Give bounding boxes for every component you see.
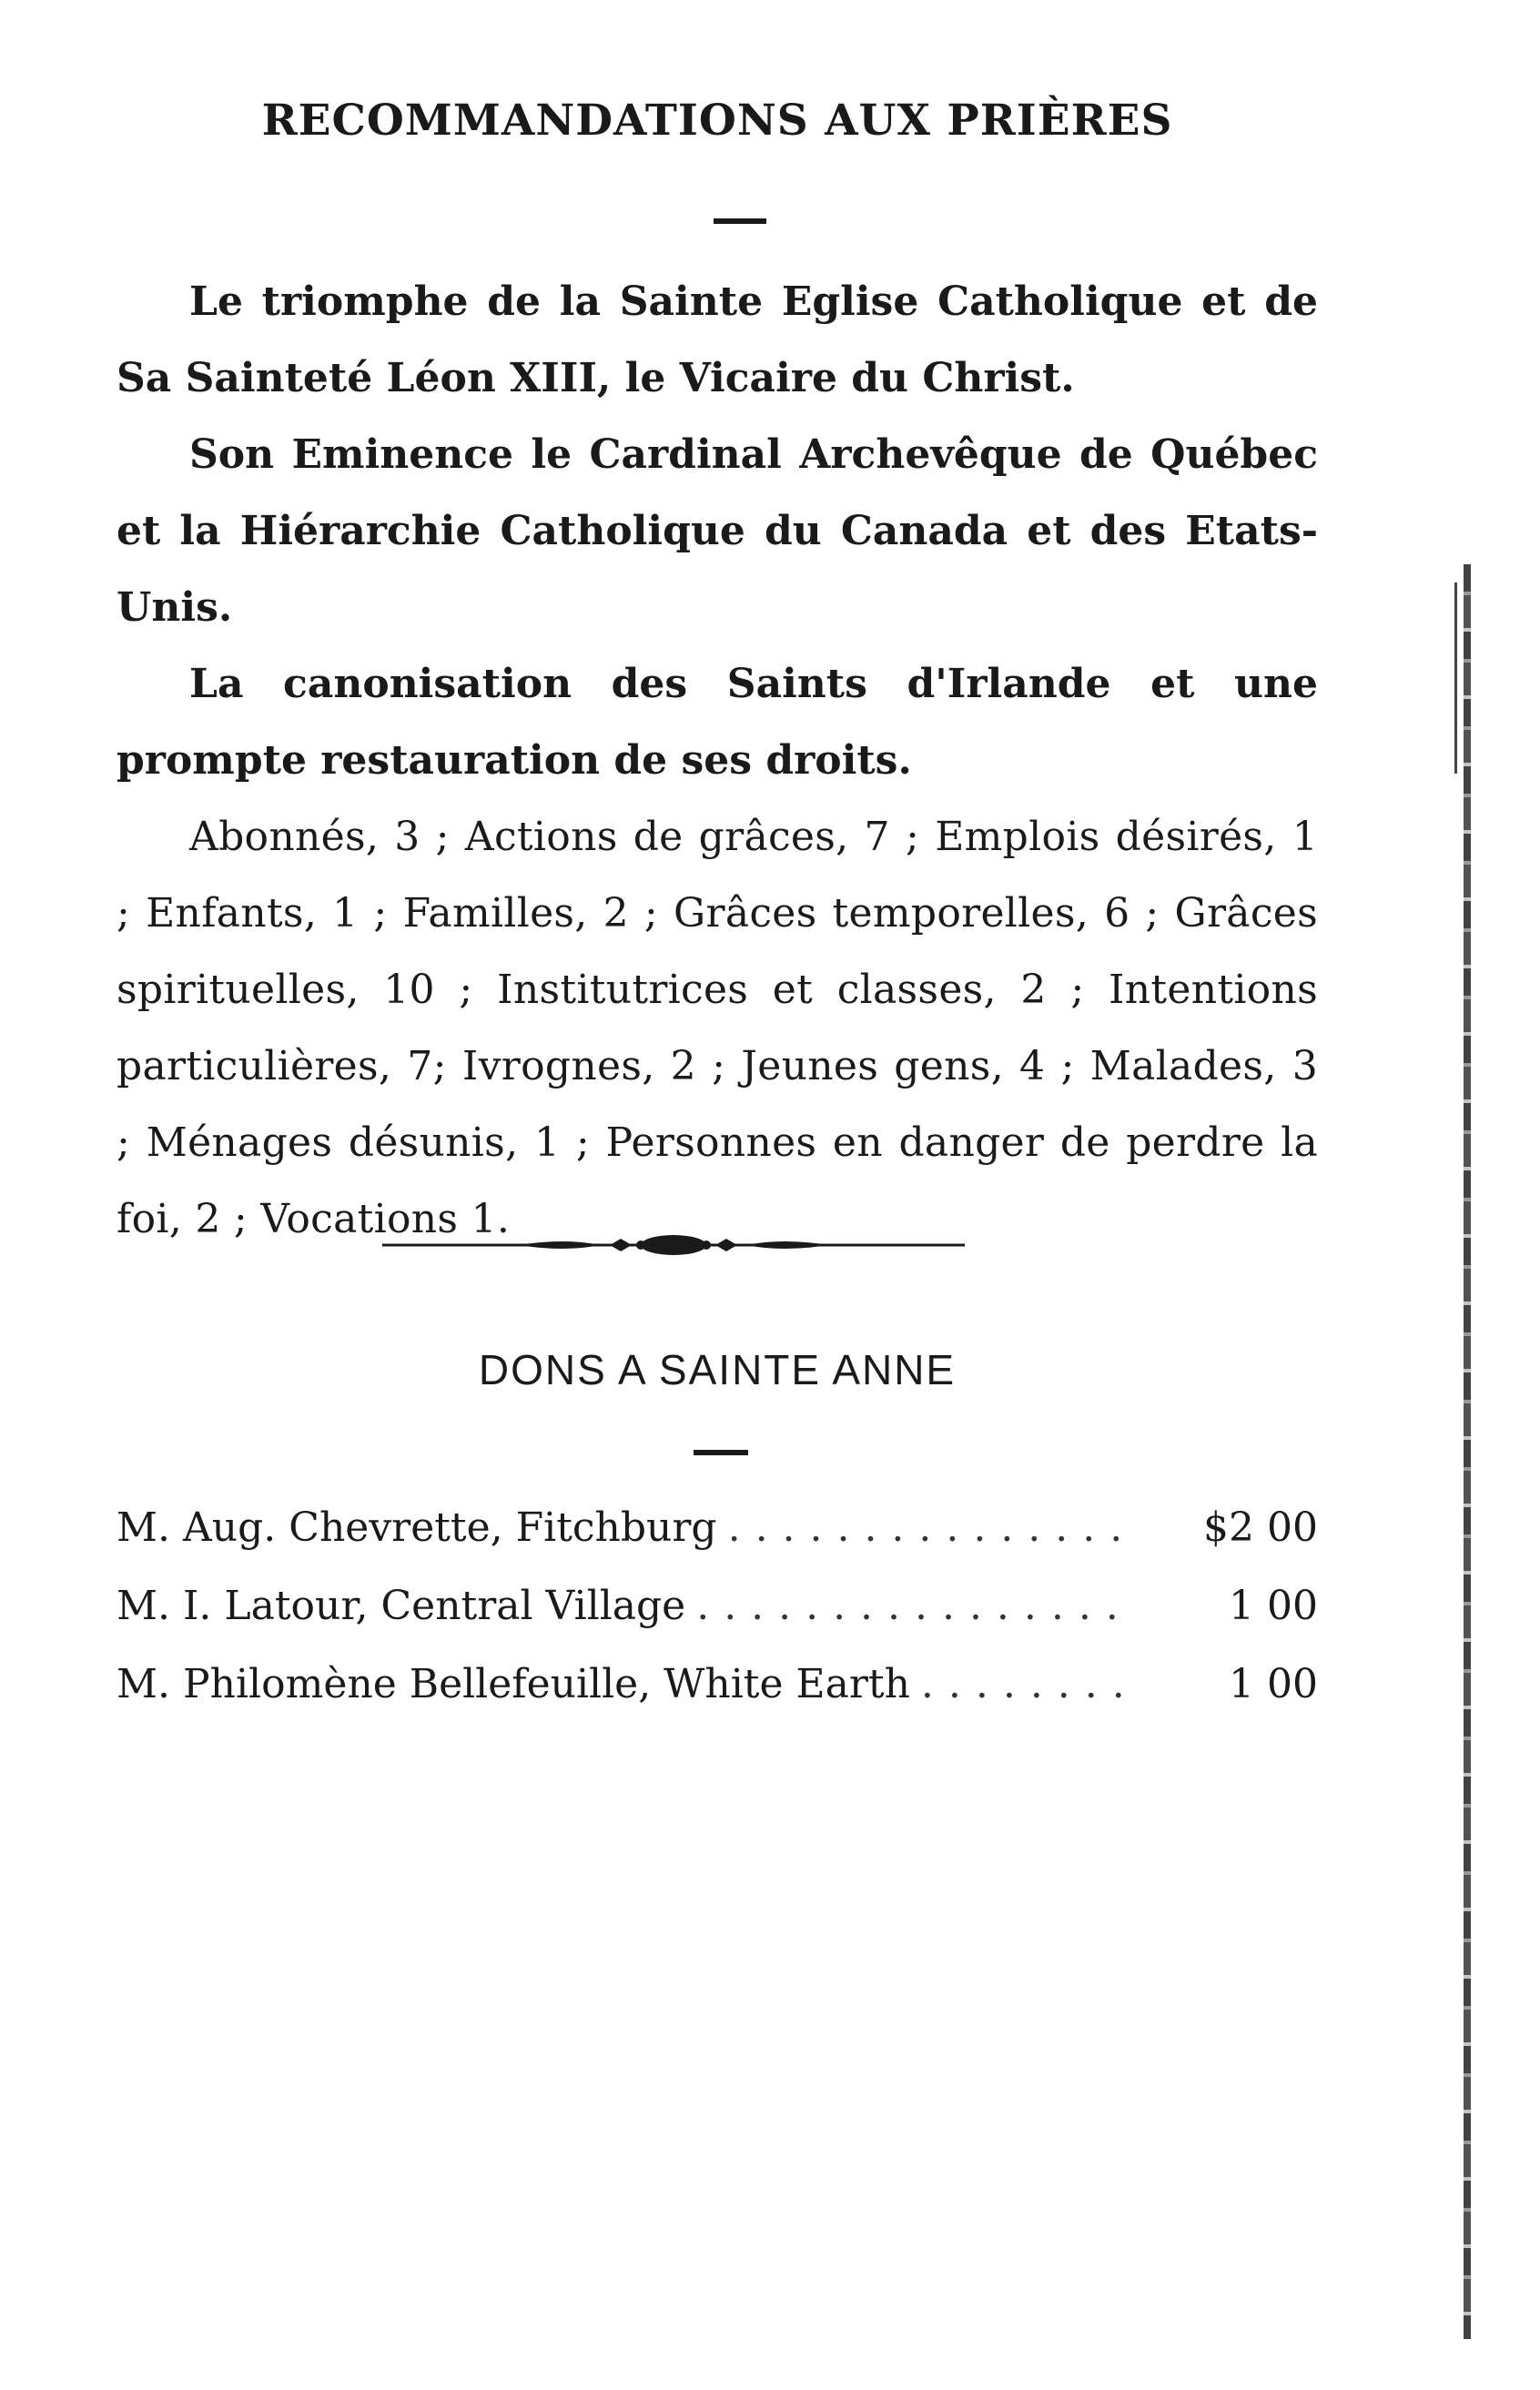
donation-row	[117, 1567, 1318, 1646]
dot-leader	[728, 1489, 1134, 1567]
donation-row	[117, 1489, 1318, 1567]
page-binding-edge	[1464, 564, 1471, 2339]
dot-leader	[921, 1646, 1134, 1724]
donation-amount: 1 00	[1229, 1583, 1318, 1629]
dot-leader	[696, 1567, 1134, 1646]
donations-list	[117, 1489, 1318, 1724]
title-dash	[714, 218, 766, 224]
recommendations-title: RECOMMANDATIONS AUX PRIÈRES	[261, 96, 1173, 146]
recommendations-section	[117, 264, 1318, 1258]
donation-row	[117, 1646, 1318, 1724]
recommendation-paragraph: La canonisation des Saints d'Irlande et une prompte restauration de ses droits.	[117, 661, 1318, 784]
page-binding-edge	[1454, 582, 1457, 774]
donor-name: M. Aug. Chevrette, Fitchburg	[117, 1504, 717, 1551]
title-dash	[694, 1450, 748, 1455]
recommendation-paragraph: Le triomphe de la Sainte Eglise Catholique et de Sa Sainteté Léon XIII, le Vicaire du Christ.	[117, 278, 1318, 401]
donation-amount: 1 00	[1229, 1661, 1318, 1707]
donor-name: M. I. Latour, Central Village	[117, 1583, 686, 1629]
donor-name: M. Philomène Bellefeuille, White Earth	[117, 1661, 910, 1707]
donation-amount: $2 00	[1203, 1504, 1318, 1551]
donations-title: DONS A SAINTE ANNE	[478, 1346, 957, 1393]
intentions-paragraph: Abonnés, 3 ; Actions de grâces, 7 ; Emplois désirés, 1 ; Enfants, 1 ; Familles, 2 ; Grâces temporelles, 6 ; Grâces spirituelles, 10 ; Institutrices et classes, 2 ; Intentions particulières, 7; Ivrognes, 2 ; Jeunes gens, 4 ; Malades, 3 ; Ménages désunis, 1 ; Personnes en danger de perdre la foi, 2 ; Vocations 1.	[117, 814, 1318, 1242]
recommendation-paragraph: Son Eminence le Cardinal Archevêque de Québec et la Hiérarchie Catholique du Canada et des Etats-Unis.	[117, 431, 1318, 631]
ornament-divider	[382, 1227, 965, 1263]
